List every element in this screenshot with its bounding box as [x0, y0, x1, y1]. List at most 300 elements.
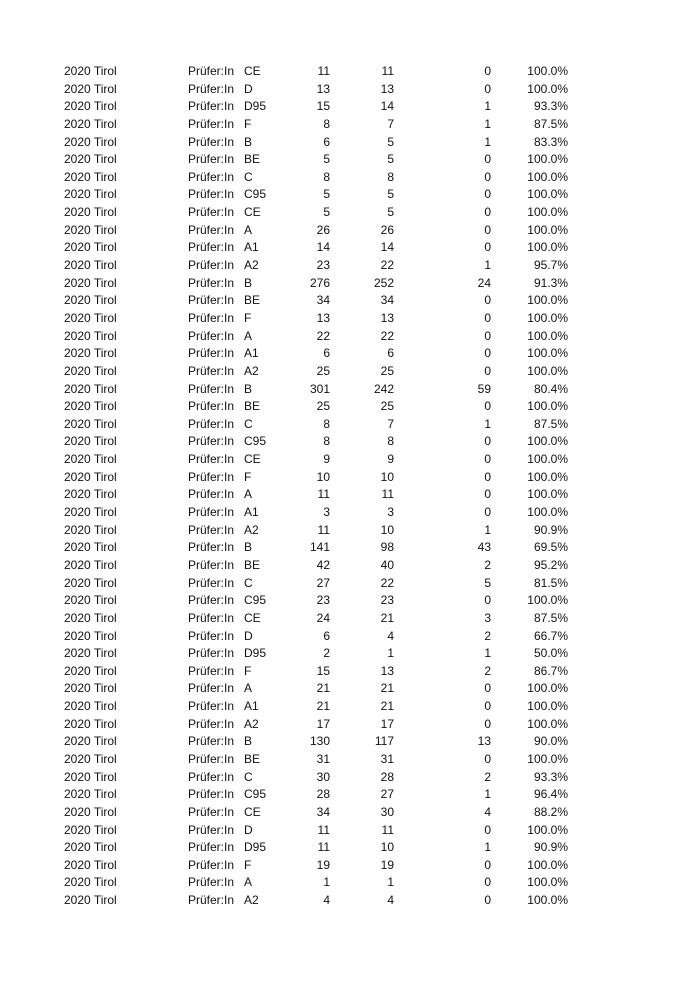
failed-count-cell: 3	[484, 610, 491, 625]
data-table	[0, 63, 700, 910]
role-cell: Prüfer:In	[188, 258, 235, 273]
role-cell: Prüfer:In	[188, 363, 235, 378]
total-count-cell: 130	[309, 734, 330, 749]
role-cell: Prüfer:In	[188, 628, 235, 643]
license-class-cell: F	[244, 469, 252, 484]
failed-count-cell: 2	[484, 557, 491, 572]
role-cell: Prüfer:In	[188, 505, 235, 520]
pass-rate-cell: 100.0%	[527, 310, 568, 325]
total-count-cell: 34	[316, 804, 330, 819]
role-cell: Prüfer:In	[188, 152, 235, 167]
total-count-cell: 6	[323, 628, 330, 643]
total-count-cell: 8	[323, 116, 330, 131]
role-cell: Prüfer:In	[188, 187, 235, 202]
total-count-cell: 10	[316, 469, 330, 484]
table-row	[0, 751, 700, 769]
table-row	[0, 504, 700, 522]
role-cell: Prüfer:In	[188, 840, 235, 855]
role-cell: Prüfer:In	[188, 222, 235, 237]
failed-count-cell: 59	[477, 381, 491, 396]
role-cell: Prüfer:In	[188, 822, 235, 837]
total-count-cell: 3	[323, 505, 330, 520]
year-region-cell: 2020 Tirol	[64, 575, 117, 590]
table-row	[0, 663, 700, 681]
pass-rate-cell: 100.0%	[527, 857, 568, 872]
passed-count-cell: 5	[387, 134, 394, 149]
role-cell: Prüfer:In	[188, 804, 235, 819]
year-region-cell: 2020 Tirol	[64, 310, 117, 325]
license-class-cell: A	[244, 328, 253, 343]
table-row	[0, 892, 700, 910]
total-count-cell: 23	[316, 258, 330, 273]
year-region-cell: 2020 Tirol	[64, 381, 117, 396]
failed-count-cell: 0	[484, 346, 491, 361]
passed-count-cell: 19	[380, 857, 394, 872]
role-cell: Prüfer:In	[188, 681, 235, 696]
role-cell: Prüfer:In	[188, 540, 235, 555]
passed-count-cell: 8	[387, 169, 394, 184]
total-count-cell: 34	[316, 293, 330, 308]
passed-count-cell: 17	[380, 716, 394, 731]
passed-count-cell: 5	[387, 187, 394, 202]
total-count-cell: 26	[316, 222, 330, 237]
pass-rate-cell: 90.9%	[533, 522, 568, 537]
passed-count-cell: 11	[381, 822, 394, 837]
pass-rate-cell: 81.5%	[533, 575, 568, 590]
license-class-cell: D95	[244, 646, 267, 661]
pass-rate-cell: 100.0%	[527, 222, 568, 237]
pass-rate-cell: 100.0%	[527, 593, 568, 608]
failed-count-cell: 0	[484, 81, 491, 96]
table-row	[0, 239, 700, 257]
role-cell: Prüfer:In	[188, 381, 235, 396]
failed-count-cell: 13	[477, 734, 491, 749]
table-row	[0, 204, 700, 222]
pass-rate-cell: 90.0%	[533, 734, 568, 749]
table-row	[0, 698, 700, 716]
pass-rate-cell: 66.7%	[533, 628, 568, 643]
passed-count-cell: 10	[380, 840, 394, 855]
table-row	[0, 874, 700, 892]
passed-count-cell: 13	[380, 663, 394, 678]
license-class-cell: D	[244, 81, 253, 96]
year-region-cell: 2020 Tirol	[64, 557, 117, 572]
pass-rate-cell: 100.0%	[527, 169, 568, 184]
pass-rate-cell: 100.0%	[527, 205, 568, 220]
table-row	[0, 645, 700, 663]
license-class-cell: A2	[244, 893, 259, 908]
year-region-cell: 2020 Tirol	[64, 169, 117, 184]
pass-rate-cell: 50.0%	[533, 646, 568, 661]
pass-rate-cell: 100.0%	[527, 328, 568, 343]
role-cell: Prüfer:In	[188, 646, 235, 661]
pass-rate-cell: 90.9%	[533, 840, 568, 855]
pass-rate-cell: 100.0%	[527, 240, 568, 255]
license-class-cell: A	[244, 681, 253, 696]
role-cell: Prüfer:In	[188, 751, 235, 766]
total-count-cell: 23	[316, 593, 330, 608]
table-row	[0, 292, 700, 310]
total-count-cell: 6	[323, 134, 330, 149]
year-region-cell: 2020 Tirol	[64, 751, 117, 766]
pass-rate-cell: 88.2%	[533, 804, 568, 819]
passed-count-cell: 6	[387, 346, 394, 361]
role-cell: Prüfer:In	[188, 116, 235, 131]
license-class-cell: C	[244, 169, 253, 184]
total-count-cell: 276	[309, 275, 330, 290]
passed-count-cell: 98	[380, 540, 394, 555]
failed-count-cell: 0	[484, 205, 491, 220]
license-class-cell: D95	[244, 99, 267, 114]
total-count-cell: 17	[316, 716, 330, 731]
year-region-cell: 2020 Tirol	[64, 240, 117, 255]
total-count-cell: 11	[317, 522, 330, 537]
role-cell: Prüfer:In	[188, 416, 235, 431]
license-class-cell: B	[244, 275, 253, 290]
passed-count-cell: 23	[380, 593, 394, 608]
license-class-cell: C	[244, 575, 253, 590]
passed-count-cell: 10	[380, 469, 394, 484]
passed-count-cell: 9	[387, 452, 394, 467]
failed-count-cell: 0	[484, 452, 491, 467]
table-row	[0, 433, 700, 451]
license-class-cell: BE	[244, 751, 261, 766]
license-class-cell: F	[244, 116, 252, 131]
passed-count-cell: 13	[380, 310, 394, 325]
failed-count-cell: 2	[484, 769, 491, 784]
total-count-cell: 5	[323, 152, 330, 167]
role-cell: Prüfer:In	[188, 346, 235, 361]
failed-count-cell: 1	[484, 134, 491, 149]
role-cell: Prüfer:In	[188, 787, 235, 802]
total-count-cell: 13	[316, 310, 330, 325]
year-region-cell: 2020 Tirol	[64, 787, 117, 802]
role-cell: Prüfer:In	[188, 857, 235, 872]
license-class-cell: C95	[244, 434, 267, 449]
license-class-cell: D	[244, 628, 253, 643]
total-count-cell: 6	[323, 346, 330, 361]
year-region-cell: 2020 Tirol	[64, 804, 117, 819]
role-cell: Prüfer:In	[188, 593, 235, 608]
pass-rate-cell: 80.4%	[533, 381, 568, 396]
pass-rate-cell: 96.4%	[533, 787, 568, 802]
year-region-cell: 2020 Tirol	[64, 99, 117, 114]
passed-count-cell: 11	[381, 487, 394, 502]
passed-count-cell: 5	[387, 205, 394, 220]
table-row	[0, 628, 700, 646]
license-class-cell: C95	[244, 187, 267, 202]
license-class-cell: BE	[244, 557, 261, 572]
total-count-cell: 14	[316, 240, 330, 255]
year-region-cell: 2020 Tirol	[64, 416, 117, 431]
year-region-cell: 2020 Tirol	[64, 222, 117, 237]
license-class-cell: A	[244, 222, 253, 237]
license-class-cell: A2	[244, 716, 259, 731]
pass-rate-cell: 100.0%	[527, 822, 568, 837]
year-region-cell: 2020 Tirol	[64, 593, 117, 608]
passed-count-cell: 31	[380, 751, 394, 766]
year-region-cell: 2020 Tirol	[64, 857, 117, 872]
passed-count-cell: 4	[387, 628, 394, 643]
year-region-cell: 2020 Tirol	[64, 258, 117, 273]
failed-count-cell: 1	[484, 258, 491, 273]
table-row	[0, 857, 700, 875]
license-class-cell: BE	[244, 152, 261, 167]
year-region-cell: 2020 Tirol	[64, 328, 117, 343]
table-row	[0, 63, 700, 81]
role-cell: Prüfer:In	[188, 134, 235, 149]
license-class-cell: CE	[244, 804, 261, 819]
failed-count-cell: 4	[484, 804, 491, 819]
role-cell: Prüfer:In	[188, 893, 235, 908]
total-count-cell: 1	[323, 875, 330, 890]
total-count-cell: 301	[309, 381, 330, 396]
failed-count-cell: 1	[484, 646, 491, 661]
passed-count-cell: 13	[380, 81, 394, 96]
failed-count-cell: 0	[484, 64, 491, 78]
failed-count-cell: 1	[484, 116, 491, 131]
total-count-cell: 8	[323, 434, 330, 449]
total-count-cell: 25	[316, 399, 330, 414]
failed-count-cell: 0	[484, 363, 491, 378]
role-cell: Prüfer:In	[188, 734, 235, 749]
license-class-cell: C95	[244, 593, 267, 608]
license-class-cell: D	[244, 822, 253, 837]
failed-count-cell: 0	[484, 681, 491, 696]
license-class-cell: F	[244, 663, 252, 678]
failed-count-cell: 0	[484, 875, 491, 890]
year-region-cell: 2020 Tirol	[64, 610, 117, 625]
role-cell: Prüfer:In	[188, 399, 235, 414]
total-count-cell: 31	[316, 751, 330, 766]
total-count-cell: 2	[323, 646, 330, 661]
failed-count-cell: 5	[484, 575, 491, 590]
pass-rate-cell: 93.3%	[533, 99, 568, 114]
failed-count-cell: 0	[484, 593, 491, 608]
year-region-cell: 2020 Tirol	[64, 469, 117, 484]
pass-rate-cell: 87.5%	[533, 116, 568, 131]
total-count-cell: 11	[317, 64, 330, 78]
role-cell: Prüfer:In	[188, 169, 235, 184]
passed-count-cell: 22	[380, 328, 394, 343]
role-cell: Prüfer:In	[188, 875, 235, 890]
table-row	[0, 134, 700, 152]
role-cell: Prüfer:In	[188, 310, 235, 325]
license-class-cell: B	[244, 734, 253, 749]
license-class-cell: A2	[244, 258, 259, 273]
total-count-cell: 19	[316, 857, 330, 872]
pass-rate-cell: 69.5%	[533, 540, 568, 555]
table-row	[0, 169, 700, 187]
failed-count-cell: 1	[484, 99, 491, 114]
role-cell: Prüfer:In	[188, 610, 235, 625]
passed-count-cell: 14	[380, 240, 394, 255]
license-class-cell: C	[244, 769, 253, 784]
role-cell: Prüfer:In	[188, 769, 235, 784]
table-row	[0, 769, 700, 787]
year-region-cell: 2020 Tirol	[64, 769, 117, 784]
table-row	[0, 486, 700, 504]
license-class-cell: A1	[244, 240, 259, 255]
failed-count-cell: 0	[484, 187, 491, 202]
year-region-cell: 2020 Tirol	[64, 205, 117, 220]
license-class-cell: A1	[244, 505, 259, 520]
pass-rate-cell: 95.7%	[533, 258, 568, 273]
pass-rate-cell: 95.2%	[533, 557, 568, 572]
year-region-cell: 2020 Tirol	[64, 64, 117, 78]
table-row	[0, 680, 700, 698]
failed-count-cell: 0	[484, 293, 491, 308]
total-count-cell: 21	[316, 681, 330, 696]
table-row	[0, 733, 700, 751]
total-count-cell: 21	[316, 699, 330, 714]
year-region-cell: 2020 Tirol	[64, 505, 117, 520]
passed-count-cell: 21	[380, 681, 394, 696]
table-row	[0, 151, 700, 169]
role-cell: Prüfer:In	[188, 575, 235, 590]
total-count-cell: 42	[316, 557, 330, 572]
year-region-cell: 2020 Tirol	[64, 875, 117, 890]
role-cell: Prüfer:In	[188, 522, 235, 537]
pass-rate-cell: 100.0%	[527, 293, 568, 308]
license-class-cell: A2	[244, 363, 259, 378]
year-region-cell: 2020 Tirol	[64, 399, 117, 414]
pass-rate-cell: 91.3%	[533, 275, 568, 290]
pass-rate-cell: 100.0%	[527, 487, 568, 502]
total-count-cell: 22	[316, 328, 330, 343]
failed-count-cell: 1	[484, 787, 491, 802]
table-row	[0, 310, 700, 328]
pass-rate-cell: 87.5%	[533, 416, 568, 431]
role-cell: Prüfer:In	[188, 205, 235, 220]
passed-count-cell: 1	[387, 646, 394, 661]
role-cell: Prüfer:In	[188, 469, 235, 484]
year-region-cell: 2020 Tirol	[64, 275, 117, 290]
role-cell: Prüfer:In	[188, 716, 235, 731]
table-row	[0, 522, 700, 540]
role-cell: Prüfer:In	[188, 64, 235, 78]
total-count-cell: 4	[323, 893, 330, 908]
passed-count-cell: 26	[380, 222, 394, 237]
failed-count-cell: 0	[484, 699, 491, 714]
year-region-cell: 2020 Tirol	[64, 487, 117, 502]
failed-count-cell: 0	[484, 240, 491, 255]
year-region-cell: 2020 Tirol	[64, 363, 117, 378]
pass-rate-cell: 100.0%	[527, 681, 568, 696]
license-class-cell: A1	[244, 699, 259, 714]
table-row	[0, 804, 700, 822]
passed-count-cell: 22	[380, 258, 394, 273]
role-cell: Prüfer:In	[188, 557, 235, 572]
passed-count-cell: 28	[380, 769, 394, 784]
passed-count-cell: 8	[387, 434, 394, 449]
year-region-cell: 2020 Tirol	[64, 81, 117, 96]
passed-count-cell: 34	[380, 293, 394, 308]
passed-count-cell: 4	[387, 893, 394, 908]
table-row	[0, 345, 700, 363]
license-class-cell: CE	[244, 610, 261, 625]
license-class-cell: F	[244, 310, 252, 325]
year-region-cell: 2020 Tirol	[64, 293, 117, 308]
role-cell: Prüfer:In	[188, 81, 235, 96]
table-row	[0, 451, 700, 469]
total-count-cell: 30	[316, 769, 330, 784]
pass-rate-cell: 100.0%	[527, 434, 568, 449]
total-count-cell: 25	[316, 363, 330, 378]
failed-count-cell: 0	[484, 328, 491, 343]
year-region-cell: 2020 Tirol	[64, 822, 117, 837]
passed-count-cell: 5	[387, 152, 394, 167]
role-cell: Prüfer:In	[188, 99, 235, 114]
failed-count-cell: 0	[484, 310, 491, 325]
total-count-cell: 15	[316, 663, 330, 678]
failed-count-cell: 1	[484, 416, 491, 431]
failed-count-cell: 0	[484, 169, 491, 184]
passed-count-cell: 21	[380, 610, 394, 625]
failed-count-cell: 0	[484, 469, 491, 484]
role-cell: Prüfer:In	[188, 663, 235, 678]
passed-count-cell: 10	[380, 522, 394, 537]
table-row	[0, 381, 700, 399]
total-count-cell: 5	[323, 205, 330, 220]
total-count-cell: 9	[323, 452, 330, 467]
total-count-cell: 11	[317, 822, 330, 837]
license-class-cell: BE	[244, 399, 261, 414]
table-row	[0, 98, 700, 116]
failed-count-cell: 0	[484, 434, 491, 449]
year-region-cell: 2020 Tirol	[64, 522, 117, 537]
year-region-cell: 2020 Tirol	[64, 716, 117, 731]
license-class-cell: A	[244, 487, 253, 502]
table-row	[0, 610, 700, 628]
table-row	[0, 557, 700, 575]
year-region-cell: 2020 Tirol	[64, 734, 117, 749]
passed-count-cell: 21	[380, 699, 394, 714]
pass-rate-cell: 100.0%	[527, 452, 568, 467]
license-class-cell: CE	[244, 452, 261, 467]
passed-count-cell: 7	[387, 416, 394, 431]
license-class-cell: BE	[244, 293, 261, 308]
year-region-cell: 2020 Tirol	[64, 628, 117, 643]
failed-count-cell: 43	[477, 540, 491, 555]
role-cell: Prüfer:In	[188, 699, 235, 714]
year-region-cell: 2020 Tirol	[64, 116, 117, 131]
pass-rate-cell: 100.0%	[527, 699, 568, 714]
total-count-cell: 8	[323, 416, 330, 431]
pass-rate-cell: 100.0%	[527, 399, 568, 414]
year-region-cell: 2020 Tirol	[64, 452, 117, 467]
table-row	[0, 539, 700, 557]
table-row	[0, 469, 700, 487]
table-row	[0, 839, 700, 857]
license-class-cell: B	[244, 134, 253, 149]
table-row	[0, 398, 700, 416]
pass-rate-cell: 100.0%	[527, 893, 568, 908]
pass-rate-cell: 100.0%	[527, 875, 568, 890]
passed-count-cell: 242	[373, 381, 394, 396]
license-class-cell: C	[244, 416, 253, 431]
total-count-cell: 11	[317, 840, 330, 855]
role-cell: Prüfer:In	[188, 452, 235, 467]
table-row	[0, 257, 700, 275]
failed-count-cell: 2	[484, 663, 491, 678]
license-class-cell: A2	[244, 522, 259, 537]
license-class-cell: CE	[244, 64, 261, 78]
passed-count-cell: 25	[380, 363, 394, 378]
pass-rate-cell: 100.0%	[527, 81, 568, 96]
role-cell: Prüfer:In	[188, 328, 235, 343]
year-region-cell: 2020 Tirol	[64, 434, 117, 449]
